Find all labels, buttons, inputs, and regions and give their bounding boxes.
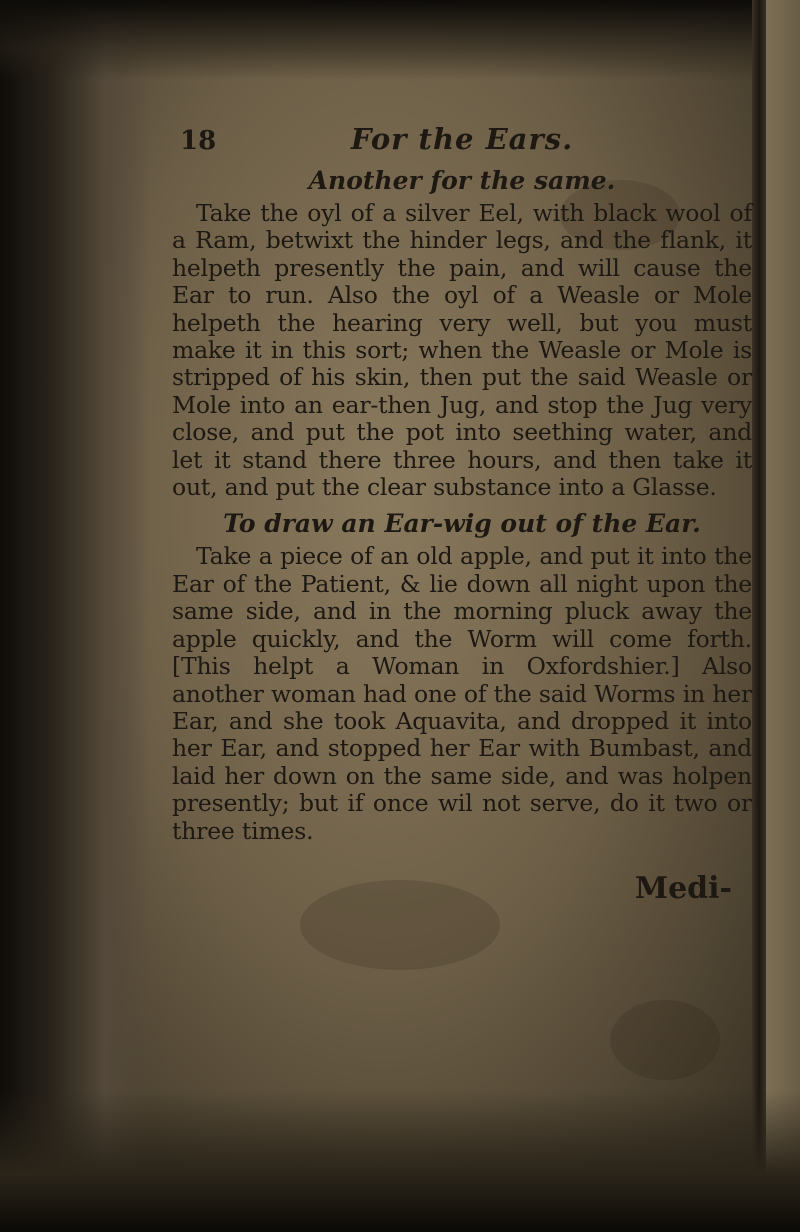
section-heading: To draw an Ear-wig out of the Ear. — [223, 509, 701, 539]
book-left-edge — [0, 0, 150, 1232]
section-text: Take the oyl of a silver Eel, with black wool of a Ram, betwixt the hinder legs, and the flank, it helpeth presently the pain, and will cause the Ear to run. Also the oyl of a Weasle or Mole helpeth the hearing very well, but you must make it in this sort; when the Weasle or Mole is stripped of his skin, then put the said Weasle or Mole into an ear-then Jug, and stop the Jug very close, and put the pot into seething water, and let it stand there three hours, and then take it out, and put the clear substance into a Glasse. — [172, 199, 752, 502]
page-number: 18 — [180, 126, 217, 156]
paper-stain — [610, 1000, 720, 1080]
book-gutter — [752, 0, 766, 1232]
catchword: Medi- — [634, 870, 732, 906]
running-head: For the Ears. — [350, 122, 574, 156]
book-top-edge — [0, 0, 800, 80]
facing-page-edge — [766, 0, 800, 1232]
page-header — [172, 120, 752, 158]
printed-page — [172, 120, 752, 906]
book-bottom-edge — [0, 1090, 800, 1232]
section-heading: Another for the same. — [308, 166, 616, 195]
section-text: Take a piece of an old apple, and put it into the Ear of the Patient, & lie down all night upon the same side, and in the morning pluck away the apple quickly, and the Worm will come forth. [This helpt a Woman in Oxfordshier.] Also another woman had one of the said Worms in her Ear, and she took Aquavita, and dropped it into her Ear, and stopped her Ear with Bumbast, and laid her down on the same side, and was holpen presently; but if once wil not serve, do it two or three times. — [172, 542, 752, 845]
